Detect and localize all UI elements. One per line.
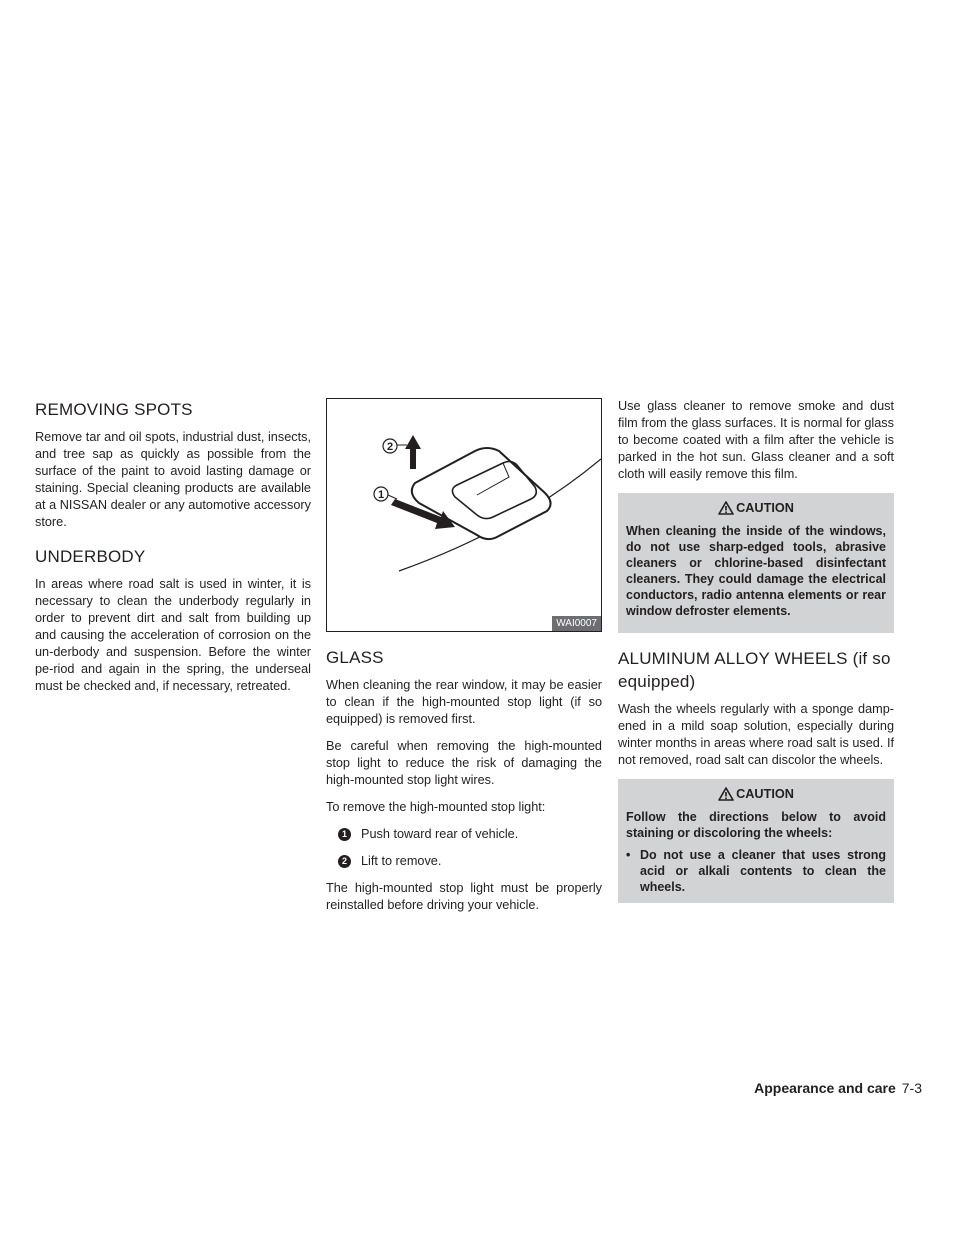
heading-underbody: UNDERBODY xyxy=(35,547,146,566)
text-glass-1: When cleaning the rear window, it may be easier to clean if the high-mounted stop light (if so equipped) is removed first. xyxy=(326,678,602,726)
text-glass-3: To remove the high-mounted stop light: xyxy=(326,800,546,814)
step-2-text: Lift to remove. xyxy=(361,854,442,868)
callout-1-label: 1 xyxy=(377,489,385,501)
caution-header xyxy=(626,501,886,515)
step-1 xyxy=(338,826,602,843)
bullet-icon: • xyxy=(626,848,631,862)
figure-code: WAI0007 xyxy=(552,616,601,631)
caution-header xyxy=(626,787,886,801)
caution-text-wheels-intro: Follow the directions below to avoid staining or discoloring the wheels: xyxy=(626,810,886,840)
heading-removing-spots: REMOVING SPOTS xyxy=(35,400,193,419)
heading-glass: GLASS xyxy=(326,648,384,667)
heading-wheels: ALUMINUM ALLOY WHEELS (if so equipped) xyxy=(618,649,891,691)
stop-light-drawing xyxy=(327,399,601,631)
column-left xyxy=(35,398,311,705)
page-footer xyxy=(754,1080,922,1096)
step-2-number: 2 xyxy=(338,855,351,868)
caution-bullet-text: Do not use a cleaner that uses strong acid or alkali contents to clean the wheels. xyxy=(640,848,886,894)
text-glass-4: The high-mounted stop light must be properly reinstalled before driving your vehicle. xyxy=(326,881,602,912)
callout-2-label: 2 xyxy=(386,441,394,453)
text-removing-spots: Remove tar and oil spots, industrial dust, insects, and tree sap as quickly as possible from the surface of the paint to avoid lasting damage or staining. Special cleaning products are available at a NISSAN dealer or any automotive accessory store. xyxy=(35,430,311,529)
text-underbody: In areas where road salt is used in winter, it is necessary to clean the underbody regularly in order to prevent dirt and salt from building up and causing the acceleration of corrosion on the un-derbody and suspension. Before the winter pe-riod and again in the spring, the underseal must be checked and, if necessary, retreated. xyxy=(35,577,311,693)
text-wheels: Wash the wheels regularly with a sponge damp-ened in a mild soap solution, especially during winter months in areas where road salt is used. If not removed, road salt can discolor the wheels. xyxy=(618,702,894,767)
step-2 xyxy=(338,853,602,870)
warning-triangle-icon xyxy=(718,787,734,801)
warning-triangle-icon xyxy=(718,501,734,515)
caution-title: CAUTION xyxy=(736,787,794,801)
footer-section-title: Appearance and care xyxy=(754,1080,896,1096)
column-right xyxy=(618,398,894,917)
page-number: 7-3 xyxy=(901,1080,922,1096)
caution-box-wheels xyxy=(618,779,894,903)
text-glass-2: Be careful when removing the high-mounted stop light to reduce the risk of damaging the high-mounted stop light wires. xyxy=(326,739,602,787)
stop-light-illustration xyxy=(326,398,602,632)
caution-text-windows: When cleaning the inside of the windows, do not use sharp-edged tools, abrasive cleaners or chlorine-based disinfectant cleaners. They could damage the electrical conductors, radio antenna elements or rear window defroster elements. xyxy=(626,524,886,618)
column-middle xyxy=(326,398,602,924)
text-glass-cleaner: Use glass cleaner to remove smoke and dust film from the glass surfaces. It is normal for glass to become coated with a film after the vehicle is parked in the hot sun. Glass cleaner and a soft cloth will easily remove this film. xyxy=(618,399,894,481)
step-1-number: 1 xyxy=(338,828,351,841)
caution-box-windows xyxy=(618,493,894,633)
caution-title: CAUTION xyxy=(736,501,794,515)
caution-bullet xyxy=(626,847,886,895)
step-1-text: Push toward rear of vehicle. xyxy=(361,827,519,841)
